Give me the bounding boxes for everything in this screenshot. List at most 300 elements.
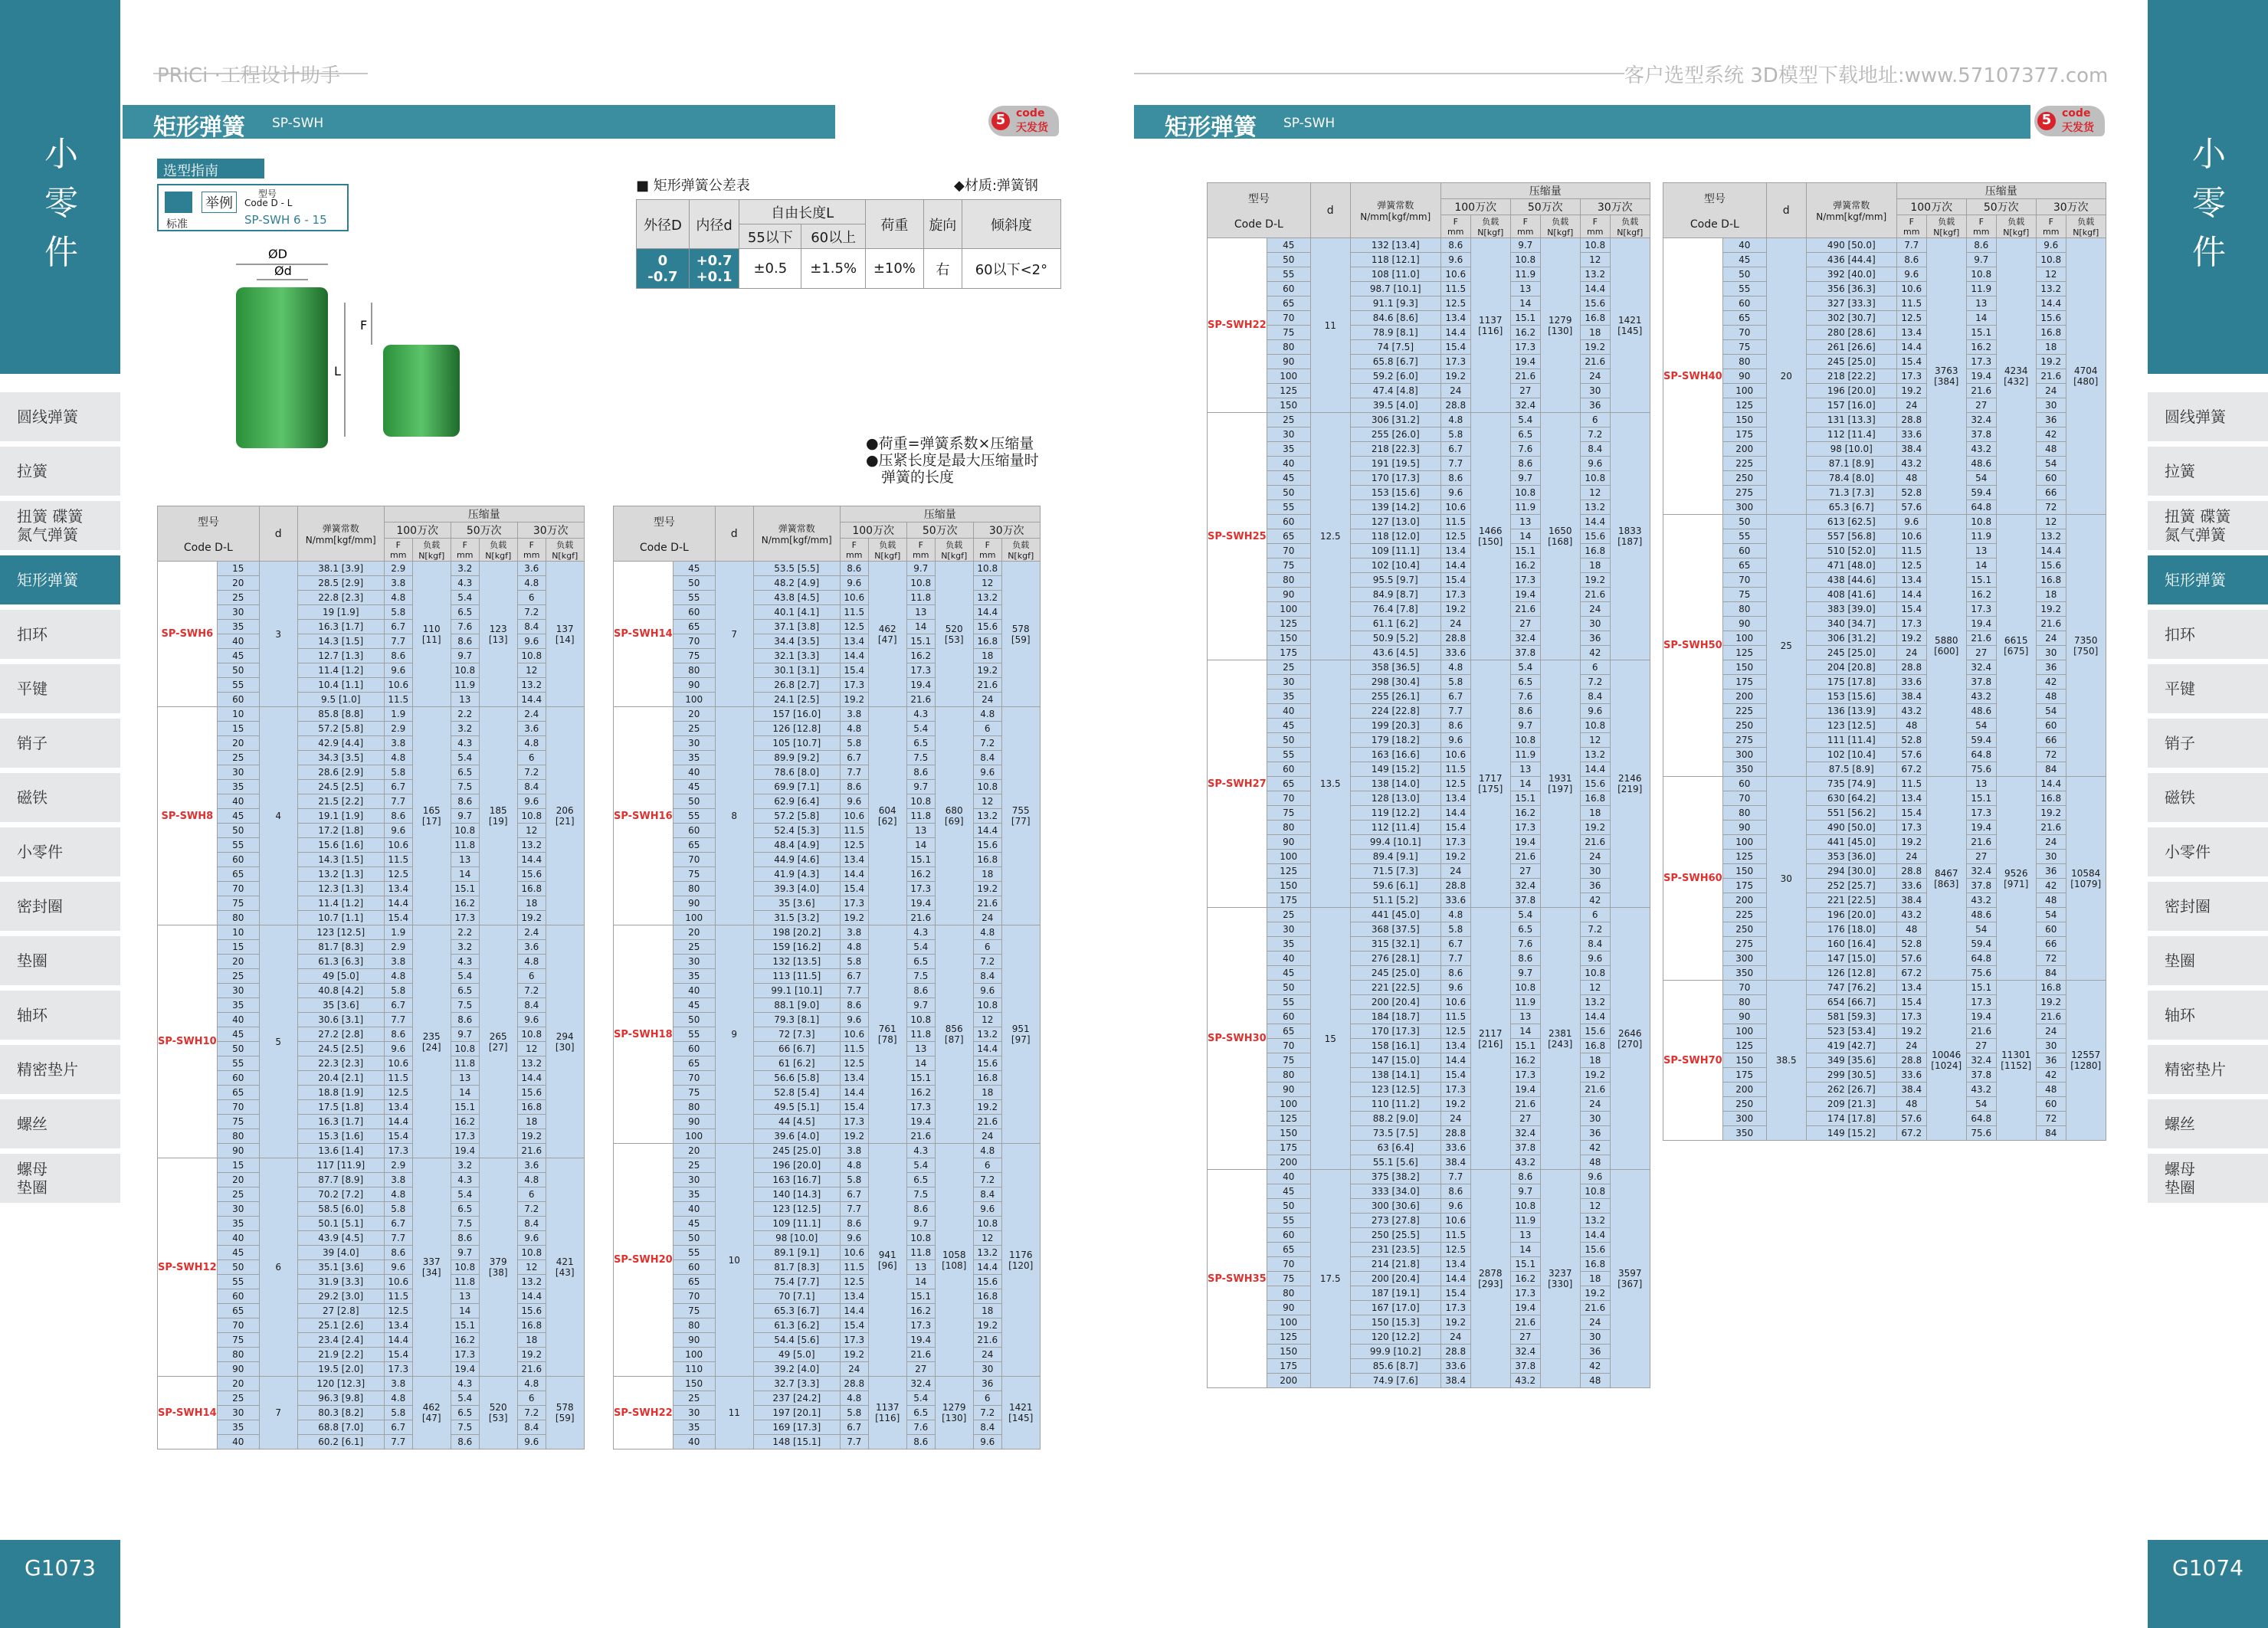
f1-cell: 8.6	[840, 562, 868, 576]
f2-cell: 37.8	[1510, 646, 1540, 660]
rate-cell: 196 [20.0]	[753, 1158, 840, 1173]
table-row	[614, 1187, 1069, 1202]
rate-cell: 89.1 [9.1]	[753, 1246, 840, 1260]
load2: 123 [13]	[479, 562, 517, 707]
f3-cell: 14.4	[1580, 1228, 1610, 1243]
sidebar-item[interactable]: 轴环	[0, 989, 120, 1040]
header-cycles: 100万次	[840, 522, 906, 539]
f3-cell: 16.8	[973, 853, 1001, 867]
f3-cell: 15.6	[517, 867, 546, 882]
length-cell: 65	[1722, 311, 1766, 326]
f3-cell: 16.8	[973, 1289, 1001, 1304]
length-cell: 30	[1267, 675, 1310, 690]
rate-cell: 163 [16.6]	[1350, 748, 1440, 762]
f1-cell: 57.6	[1896, 748, 1926, 762]
f3-cell: 13.2	[517, 1275, 546, 1289]
rate-cell: 27 [2.8]	[297, 1304, 384, 1318]
f2-cell: 59.4	[1966, 733, 1996, 748]
f2-cell: 13	[906, 1260, 935, 1275]
f1-cell: 14.4	[1896, 340, 1926, 355]
rate-cell: 170 [17.3]	[1350, 1024, 1440, 1039]
f3-cell: 7.2	[517, 765, 546, 780]
load1: 2878 [293]	[1470, 1170, 1510, 1388]
f3-cell: 16.8	[973, 1071, 1001, 1086]
table-row	[614, 1056, 1069, 1071]
f2-cell: 11.8	[906, 1246, 935, 1260]
sidebar-item[interactable]: 小零件	[0, 826, 120, 876]
length-cell: 25	[217, 751, 259, 765]
f3-cell: 16.8	[1580, 1257, 1610, 1272]
f1-cell: 7.7	[384, 1013, 412, 1027]
sidebar-item[interactable]: 拉簧	[0, 445, 120, 496]
length-cell: 65	[1267, 777, 1310, 791]
rate-cell: 61.1 [6.2]	[1350, 617, 1440, 631]
length-cell: 60	[217, 853, 259, 867]
rate-cell: 300 [30.6]	[1350, 1199, 1440, 1214]
length-cell: 20	[673, 1144, 715, 1158]
rate-cell: 74 [7.5]	[1350, 340, 1440, 355]
sidebar-item[interactable]: 矩形弹簧	[0, 554, 120, 604]
f1-cell: 17.3	[1440, 1301, 1470, 1315]
tolerance-table: 外径D 内径d 自由长度L 荷重 旋向 倾斜度 55以下 60以上 0 -0.7 +0.7 +0.1 ±0.5 ±1.5% ±10% 右 60以下<2°	[636, 199, 1061, 289]
length-cell: 50	[673, 1013, 715, 1027]
sidebar-item[interactable]: 扭簧 碟簧 氮气弹簧	[0, 500, 120, 550]
rate-cell: 49 [5.0]	[753, 1348, 840, 1362]
f2-cell: 3.2	[451, 562, 479, 576]
length-cell: 90	[1267, 355, 1310, 369]
rate-cell: 510 [52.0]	[1806, 544, 1896, 558]
length-cell: 55	[217, 1056, 259, 1071]
f1-cell: 5.8	[840, 736, 868, 751]
f2-cell: 17.3	[1510, 821, 1540, 835]
rate-cell: 79.3 [8.1]	[753, 1013, 840, 1027]
length-cell: 350	[1722, 762, 1766, 777]
f3-cell: 10.8	[517, 649, 546, 663]
table-row	[1208, 1199, 1680, 1214]
length-cell: 40	[217, 1013, 259, 1027]
length-cell: 60	[217, 1071, 259, 1086]
f2-cell: 11.8	[906, 809, 935, 824]
f2-cell: 75.6	[1966, 1126, 1996, 1141]
header-cycles: 50万次	[451, 522, 517, 539]
sidebar-item[interactable]: 拉簧	[2148, 445, 2268, 496]
f2-cell: 37.8	[1510, 1141, 1540, 1155]
sidebar-item[interactable]: 圆线弹簧	[0, 391, 120, 441]
f3-cell: 66	[2036, 486, 2066, 500]
sidebar-item[interactable]: 精密垫片	[0, 1043, 120, 1094]
f3-cell: 18	[1580, 1053, 1610, 1068]
length-cell: 15	[217, 722, 259, 736]
f2-cell: 16.2	[451, 1333, 479, 1348]
length-cell: 80	[217, 911, 259, 925]
sidebar-item[interactable]: 轴环	[2148, 989, 2268, 1040]
sidebar-item[interactable]: 圆线弹簧	[2148, 391, 2268, 441]
header-cycles: 30万次	[1580, 199, 1650, 215]
rate-cell: 102 [10.4]	[1350, 558, 1440, 573]
rate-cell: 123 [12.5]	[1806, 719, 1896, 733]
load3: 1176 [120]	[1001, 1144, 1040, 1377]
f2-cell: 17.3	[451, 911, 479, 925]
f1-cell: 5.8	[840, 1173, 868, 1187]
f1-cell: 24	[1896, 850, 1926, 864]
f1-cell: 13.4	[1440, 1039, 1470, 1053]
table-row	[158, 1115, 613, 1129]
sidebar-item[interactable]: 螺母 垫圈	[0, 1152, 120, 1203]
f1-cell: 13.4	[1896, 981, 1926, 995]
table-row	[614, 693, 1069, 707]
rate-cell: 214 [21.8]	[1350, 1257, 1440, 1272]
sidebar-item[interactable]: 密封圈	[2148, 880, 2268, 931]
f2-cell: 7.6	[906, 1420, 935, 1435]
rate-cell: 39.5 [4.0]	[1350, 398, 1440, 413]
rate-cell: 302 [30.7]	[1806, 311, 1896, 326]
rate-cell: 29.2 [3.0]	[297, 1289, 384, 1304]
table-row	[614, 1231, 1069, 1246]
table-row	[614, 1377, 1069, 1391]
f1-cell: 15.4	[1896, 806, 1926, 821]
f3-cell: 18	[973, 1086, 1001, 1100]
rate-cell: 78.4 [8.0]	[1806, 471, 1896, 486]
table-row	[158, 1042, 613, 1056]
f1-cell: 9.6	[384, 824, 412, 838]
f2-cell: 9.7	[906, 1217, 935, 1231]
table-row	[1663, 588, 2136, 602]
table-row	[1208, 1053, 1680, 1068]
f1-cell: 5.8	[840, 955, 868, 969]
table-row	[614, 1115, 1069, 1129]
f1-cell: 24	[840, 1362, 868, 1377]
f3-cell: 8.4	[517, 620, 546, 634]
rate-cell: 327 [33.3]	[1806, 296, 1896, 311]
length-cell: 65	[673, 838, 715, 853]
table-row	[1208, 631, 1680, 646]
table-row	[1663, 719, 2136, 733]
f3-cell: 13.2	[2036, 529, 2066, 544]
header-load: 负载 N[kgf]	[412, 539, 451, 562]
rate-cell: 551 [56.2]	[1806, 806, 1896, 821]
table-row	[1208, 1257, 1680, 1272]
inner-d: 7	[715, 562, 753, 707]
f3-cell: 18	[1580, 326, 1610, 340]
table-row	[1208, 1141, 1680, 1155]
rate-cell: 13.6 [1.4]	[297, 1144, 384, 1158]
f1-cell: 17.3	[840, 1333, 868, 1348]
f1-cell: 11.5	[840, 1042, 868, 1056]
f3-cell: 10.8	[973, 998, 1001, 1013]
f3-cell: 4.8	[517, 1173, 546, 1187]
rate-cell: 128 [13.0]	[1350, 791, 1440, 806]
model-name: SP-SWH6	[158, 562, 218, 707]
f1-cell: 10.6	[384, 838, 412, 853]
inner-d: 20	[1766, 238, 1806, 515]
f2-cell: 9.7	[906, 562, 935, 576]
table-row	[1208, 544, 1680, 558]
sidebar-item[interactable]: 螺母 垫圈	[2148, 1152, 2268, 1203]
load2: 1279 [130]	[935, 1377, 973, 1449]
f1-cell: 13.4	[1896, 791, 1926, 806]
load1: 110 [11]	[412, 562, 451, 707]
f2-cell: 19.4	[1966, 617, 1996, 631]
length-cell: 30	[673, 1173, 715, 1187]
sidebar-item[interactable]: 螺丝	[2148, 1098, 2268, 1148]
f2-cell: 11.8	[906, 1027, 935, 1042]
f2-cell: 37.8	[1966, 879, 1996, 893]
rate-cell: 368 [37.5]	[1350, 922, 1440, 937]
length-cell: 55	[1722, 282, 1766, 296]
f1-cell: 7.7	[1896, 238, 1926, 253]
length-cell: 100	[1722, 1024, 1766, 1039]
table-row	[158, 1013, 613, 1027]
length-cell: 90	[1267, 835, 1310, 850]
f3-cell: 9.6	[517, 634, 546, 649]
rate-cell: 65.8 [6.7]	[1350, 355, 1440, 369]
length-cell: 90	[1722, 617, 1766, 631]
table-row	[158, 940, 613, 955]
f1-cell: 9.6	[840, 576, 868, 591]
rate-cell: 356 [36.3]	[1806, 282, 1896, 296]
f2-cell: 15.1	[1966, 573, 1996, 588]
sidebar-item[interactable]: 垫圈	[0, 935, 120, 985]
load1: 462 [47]	[868, 562, 906, 707]
model-name: SP-SWH8	[158, 707, 218, 925]
length-cell: 55	[1267, 748, 1310, 762]
length-cell: 225	[1722, 457, 1766, 471]
f3-cell: 10.8	[1580, 1184, 1610, 1199]
table-row	[1208, 558, 1680, 573]
rate-cell: 51.1 [5.2]	[1350, 893, 1440, 908]
rate-cell: 209 [21.3]	[1806, 1097, 1896, 1112]
length-cell: 55	[1722, 529, 1766, 544]
length-cell: 45	[217, 1027, 259, 1042]
f2-cell: 27	[1966, 1039, 1996, 1053]
length-cell: 35	[673, 969, 715, 984]
sidebar-item[interactable]: 扣环	[2148, 608, 2268, 659]
rate-cell: 15.3 [1.6]	[297, 1129, 384, 1144]
length-cell: 100	[1267, 1315, 1310, 1330]
f3-cell: 21.6	[1580, 355, 1610, 369]
rate-cell: 245 [25.0]	[1806, 355, 1896, 369]
f3-cell: 24	[2036, 835, 2066, 850]
f2-cell: 48.6	[1966, 908, 1996, 922]
rate-cell: 306 [31.2]	[1806, 631, 1896, 646]
table-row	[1663, 704, 2136, 719]
rate-cell: 196 [20.0]	[1806, 908, 1896, 922]
table-row	[1208, 733, 1680, 748]
sidebar-item[interactable]: 小零件	[2148, 826, 2268, 876]
sidebar-title: 小零件	[44, 135, 78, 272]
f3-cell: 16.8	[2036, 573, 2066, 588]
f2-cell: 4.3	[451, 576, 479, 591]
f2-cell: 9.7	[1510, 1184, 1540, 1199]
f1-cell: 38.4	[1896, 1083, 1926, 1097]
rate-cell: 35.1 [3.6]	[297, 1260, 384, 1275]
sidebar-item[interactable]: 密封圈	[0, 880, 120, 931]
table-row	[614, 736, 1069, 751]
table-row	[1663, 908, 2136, 922]
length-cell: 45	[1722, 253, 1766, 267]
f1-cell: 33.6	[1440, 1359, 1470, 1374]
sidebar-item[interactable]: 精密垫片	[2148, 1043, 2268, 1094]
f1-cell: 8.6	[1440, 471, 1470, 486]
f3-cell: 7.2	[517, 984, 546, 998]
f2-cell: 15.1	[451, 1100, 479, 1115]
load3: 137 [14]	[546, 562, 584, 707]
f1-cell: 57.6	[1896, 952, 1926, 966]
dim-D: ØD	[268, 247, 287, 261]
sidebar-item[interactable]: 销子	[2148, 717, 2268, 768]
f3-cell: 18	[973, 1304, 1001, 1318]
rate-cell: 123 [12.5]	[753, 1202, 840, 1217]
sidebar-item[interactable]: 平键	[2148, 663, 2268, 713]
f3-cell: 14.4	[2036, 296, 2066, 311]
f3-cell: 72	[2036, 952, 2066, 966]
f2-cell: 8.6	[1966, 238, 1996, 253]
f2-cell: 17.3	[1510, 1068, 1540, 1083]
f1-cell: 19.2	[840, 693, 868, 707]
f1-cell: 11.5	[1440, 1010, 1470, 1024]
rate-cell: 221 [22.5]	[1806, 893, 1896, 908]
model-name: SP-SWH14	[158, 1377, 218, 1449]
header-download: 客户选型系统 3D模型下载地址:www.57107377.com	[1624, 64, 2109, 87]
f1-cell: 13.4	[1896, 326, 1926, 340]
length-cell: 75	[1722, 340, 1766, 355]
length-cell: 45	[673, 562, 715, 576]
f2-cell: 10.8	[1510, 1199, 1540, 1214]
load3: 3597 [367]	[1610, 1170, 1650, 1388]
table-row	[1663, 995, 2136, 1010]
length-cell: 100	[673, 911, 715, 925]
f3-cell: 24	[2036, 631, 2066, 646]
table-row	[1663, 922, 2136, 937]
sidebar-item[interactable]: 扣环	[0, 608, 120, 659]
rate-cell: 58.5 [6.0]	[297, 1202, 384, 1217]
f1-cell: 48	[1896, 1097, 1926, 1112]
f1-cell: 17.3	[1896, 1010, 1926, 1024]
rate-cell: 61 [6.2]	[753, 1056, 840, 1071]
length-cell: 80	[1722, 355, 1766, 369]
f2-cell: 32.4	[1510, 398, 1540, 413]
f2-cell: 8.6	[451, 1013, 479, 1027]
f3-cell: 21.6	[517, 1144, 546, 1158]
rate-cell: 120 [12.3]	[297, 1377, 384, 1391]
rate-cell: 169 [17.3]	[753, 1420, 840, 1435]
f1-cell: 7.7	[384, 1231, 412, 1246]
table-row	[1663, 864, 2136, 879]
f1-cell: 4.8	[840, 940, 868, 955]
table-row	[1208, 238, 1680, 253]
f2-cell: 8.6	[906, 984, 935, 998]
f3-cell: 18	[1580, 1272, 1610, 1286]
f2-cell: 10.8	[451, 1042, 479, 1056]
length-cell: 45	[1267, 471, 1310, 486]
length-cell: 60	[673, 1042, 715, 1056]
inner-d: 3	[259, 562, 297, 707]
table-row	[158, 562, 613, 576]
length-cell: 40	[1267, 457, 1310, 471]
f2-cell: 10.8	[906, 1013, 935, 1027]
table-row	[158, 794, 613, 809]
sidebar-item[interactable]: 销子	[0, 717, 120, 768]
load2: 11301 [1152]	[1996, 981, 2036, 1141]
load2: 1279 [130]	[1540, 238, 1580, 413]
length-cell: 250	[1722, 922, 1766, 937]
rate-cell: 120 [12.2]	[1350, 1330, 1440, 1345]
f3-cell: 14.4	[973, 1260, 1001, 1275]
table-row	[1663, 952, 2136, 966]
f2-cell: 5.4	[451, 1391, 479, 1406]
f3-cell: 7.2	[517, 605, 546, 620]
length-cell: 45	[673, 998, 715, 1013]
length-cell: 200	[1722, 1083, 1766, 1097]
table-row	[1208, 893, 1680, 908]
table-row	[1663, 457, 2136, 471]
f2-cell: 64.8	[1966, 1112, 1996, 1126]
sidebar-item[interactable]: 磁铁	[0, 771, 120, 822]
length-cell: 75	[217, 1115, 259, 1129]
sidebar-item[interactable]: 矩形弹簧	[2148, 554, 2268, 604]
length-cell: 55	[1267, 995, 1310, 1010]
model-name: SP-SWH50	[1663, 515, 1723, 777]
f3-cell: 4.8	[973, 707, 1001, 722]
length-cell: 70	[217, 1100, 259, 1115]
f3-cell: 10.8	[517, 809, 546, 824]
length-cell: 100	[1722, 835, 1766, 850]
header-cycles: 50万次	[1966, 199, 2036, 215]
sidebar-item[interactable]: 平键	[0, 663, 120, 713]
rate-cell: 419 [42.7]	[1806, 1039, 1896, 1053]
inner-d: 13.5	[1310, 660, 1350, 908]
f2-cell: 8.6	[451, 634, 479, 649]
f1-cell: 4.8	[840, 1158, 868, 1173]
table-row	[1208, 1286, 1680, 1301]
table-row	[1663, 821, 2136, 835]
sidebar-item[interactable]: 螺丝	[0, 1098, 120, 1148]
f1-cell: 10.6	[384, 678, 412, 693]
f3-cell: 36	[1580, 398, 1610, 413]
rate-cell: 112 [11.4]	[1350, 821, 1440, 835]
sidebar-item[interactable]: 垫圈	[2148, 935, 2268, 985]
f1-cell: 19.2	[1440, 1097, 1470, 1112]
f3-cell: 18	[973, 867, 1001, 882]
f3-cell: 30	[2036, 398, 2066, 413]
f1-cell: 9.6	[384, 1260, 412, 1275]
rate-cell: 13.2 [1.3]	[297, 867, 384, 882]
table-row	[158, 1231, 613, 1246]
sidebar-item[interactable]: 扭簧 碟簧 氮气弹簧	[2148, 500, 2268, 550]
f3-cell: 21.6	[2036, 821, 2066, 835]
rate-cell: 31.9 [3.3]	[297, 1275, 384, 1289]
rate-cell: 340 [34.7]	[1806, 617, 1896, 631]
table-row	[1208, 1272, 1680, 1286]
f2-cell: 15.1	[1966, 791, 1996, 806]
table-row	[1663, 326, 2136, 340]
rate-cell: 231 [23.5]	[1350, 1243, 1440, 1257]
table-row	[1208, 384, 1680, 398]
model-name: SP-SWH35	[1208, 1170, 1267, 1388]
table-row	[1208, 500, 1680, 515]
load3: 421 [43]	[546, 1158, 584, 1377]
length-cell: 55	[673, 809, 715, 824]
rate-cell: 126 [12.8]	[753, 722, 840, 736]
sidebar-item[interactable]: 磁铁	[2148, 771, 2268, 822]
f2-cell: 9.7	[1510, 719, 1540, 733]
f2-cell: 32.4	[906, 1377, 935, 1391]
rate-cell: 53.5 [5.5]	[753, 562, 840, 576]
table-row	[1208, 646, 1680, 660]
f3-cell: 18	[2036, 588, 2066, 602]
length-cell: 25	[673, 940, 715, 955]
load2: 1650 [168]	[1540, 413, 1580, 660]
